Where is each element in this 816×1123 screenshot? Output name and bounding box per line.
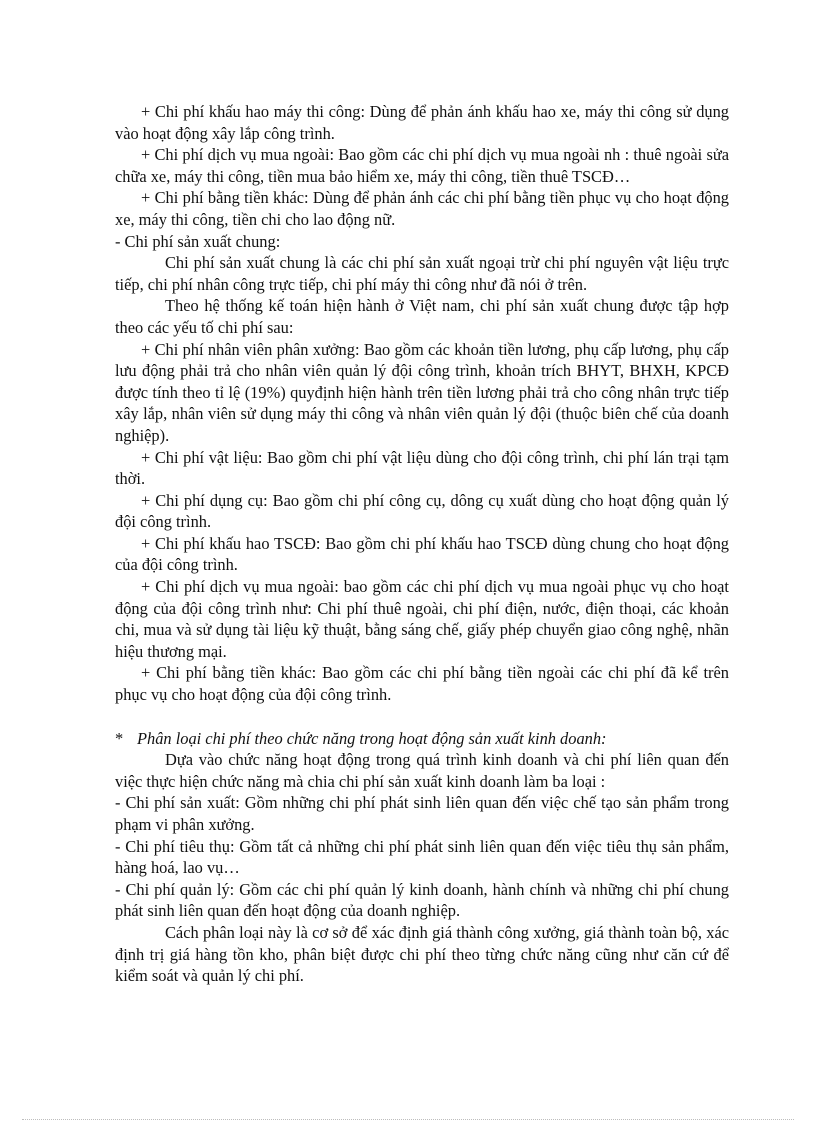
paragraph: + Chi phí vật liệu: Bao gồm chi phí vật liệu dùng cho đội công trình, chi phí lán trại tạm thời.: [115, 447, 729, 489]
paragraph: - Chi phí tiêu thụ: Gồm tất cả những chi phí phát sinh liên quan đến việc tiêu thụ sản phẩm, hàng hoá, lao vụ…: [115, 836, 729, 878]
document-page: [115, 101, 729, 987]
paragraph: + Chi phí dịch vụ mua ngoài: bao gồm các chi phí dịch vụ mua ngoài phục vụ cho hoạt động của đội công trình như: Chi phí thuê ngoài, chi phí điện, nước, điện thoại, các khoản chi, mua và sử dụng tài liệu kỹ thuật, bằng sáng chế, giấy phép chuyển giao công nghệ, nhãn hiệu thương mại.: [115, 577, 729, 661]
paragraph: + Chi phí khấu hao TSCĐ: Bao gồm chi phí khấu hao TSCĐ dùng chung cho hoạt động của đội công trình.: [115, 533, 729, 575]
paragraph: Cách phân loại này là cơ sở để xác định giá thành công xưởng, giá thành toàn bộ, xác định trị giá hàng tồn kho, phân biệt được chi phí theo từng chức năng cũng như căn cứ để kiểm soát và quản lý chi phí.: [115, 922, 729, 986]
paragraph: + Chi phí khấu hao máy thi công: Dùng để phản ánh khấu hao xe, máy thi công sử dụng vào hoạt động xây lắp công trình.: [115, 102, 729, 143]
paragraph: Theo hệ thống kế toán hiện hành ở Việt nam, chi phí sản xuất chung được tập hợp theo các yếu tố chi phí sau:: [115, 296, 729, 337]
paragraph: - Chi phí quản lý: Gồm các chi phí quản lý kinh doanh, hành chính và những chi phí chung phát sinh liên quan đến hoạt động của doanh nghiệp.: [115, 879, 729, 921]
paragraph: + Chi phí dịch vụ mua ngoài: Bao gồm các chi phí dịch vụ mua ngoài nh : thuê ngoài sửa chữa xe, máy thi công, tiền mua bảo hiểm xe, máy thi công, tiền thuê TSCĐ…: [115, 145, 729, 186]
paragraph: + Chi phí nhân viên phân xưởng: Bao gồm các khoản tiền lương, phụ cấp lương, phụ cấp lưu động phải trả cho nhân viên quản lý đội công trình, khoản trích BHYT, BHXH, KPCĐ được tính theo tỉ lệ (19%) quyđịnh hiện hành trên tiền lương phải trả cho công nhân trực tiếp xây lắp, nhân viên sử dụng máy thi công và nhân viên quản lý đội (thuộc biên chế của doanh nghiệp).: [115, 339, 729, 445]
paragraph: + Chi phí bằng tiền khác: Bao gồm các chi phí bằng tiền ngoài các chi phí đã kể trên phục vụ cho hoạt động của đội công trình.: [115, 663, 729, 705]
section-heading: [115, 728, 729, 750]
paragraph: Dựa vào chức năng hoạt động trong quá trình kinh doanh và chi phí liên quan đến việc thực hiện chức năng mà chia chi phí sản xuất kinh doanh làm ba loại :: [115, 750, 729, 791]
page-footer-rule: [22, 1119, 794, 1120]
paragraph: + Chi phí dụng cụ: Bao gồm chi phí công cụ, dông cụ xuất dùng cho hoạt động quản lý đội công trình.: [115, 490, 729, 532]
section-functional-classification: [115, 749, 729, 987]
section-production-overhead: [115, 101, 729, 706]
paragraph: - Chi phí sản xuất: Gồm những chi phí phát sinh liên quan đến việc chế tạo sản phẩm trong phạm vi phân xưởng.: [115, 793, 729, 834]
paragraph-gap: [115, 706, 729, 728]
heading-bullet: *: [115, 728, 124, 748]
heading-text: Phân loại chi phí theo chức năng trong hoạt động sản xuất kinh doanh:: [137, 728, 607, 748]
paragraph: - Chi phí sản xuất chung:: [115, 231, 281, 251]
paragraph: + Chi phí bằng tiền khác: Dùng để phản ánh các chi phí bằng tiền phục vụ cho hoạt động xe, máy thi công, tiền chi cho lao động nữ.: [115, 188, 729, 229]
paragraph: Chi phí sản xuất chung là các chi phí sản xuất ngoại trừ chi phí nguyên vật liệu trực tiếp, chi phí nhân công trực tiếp, chi phí máy thi công như đã nói ở trên.: [115, 253, 729, 294]
